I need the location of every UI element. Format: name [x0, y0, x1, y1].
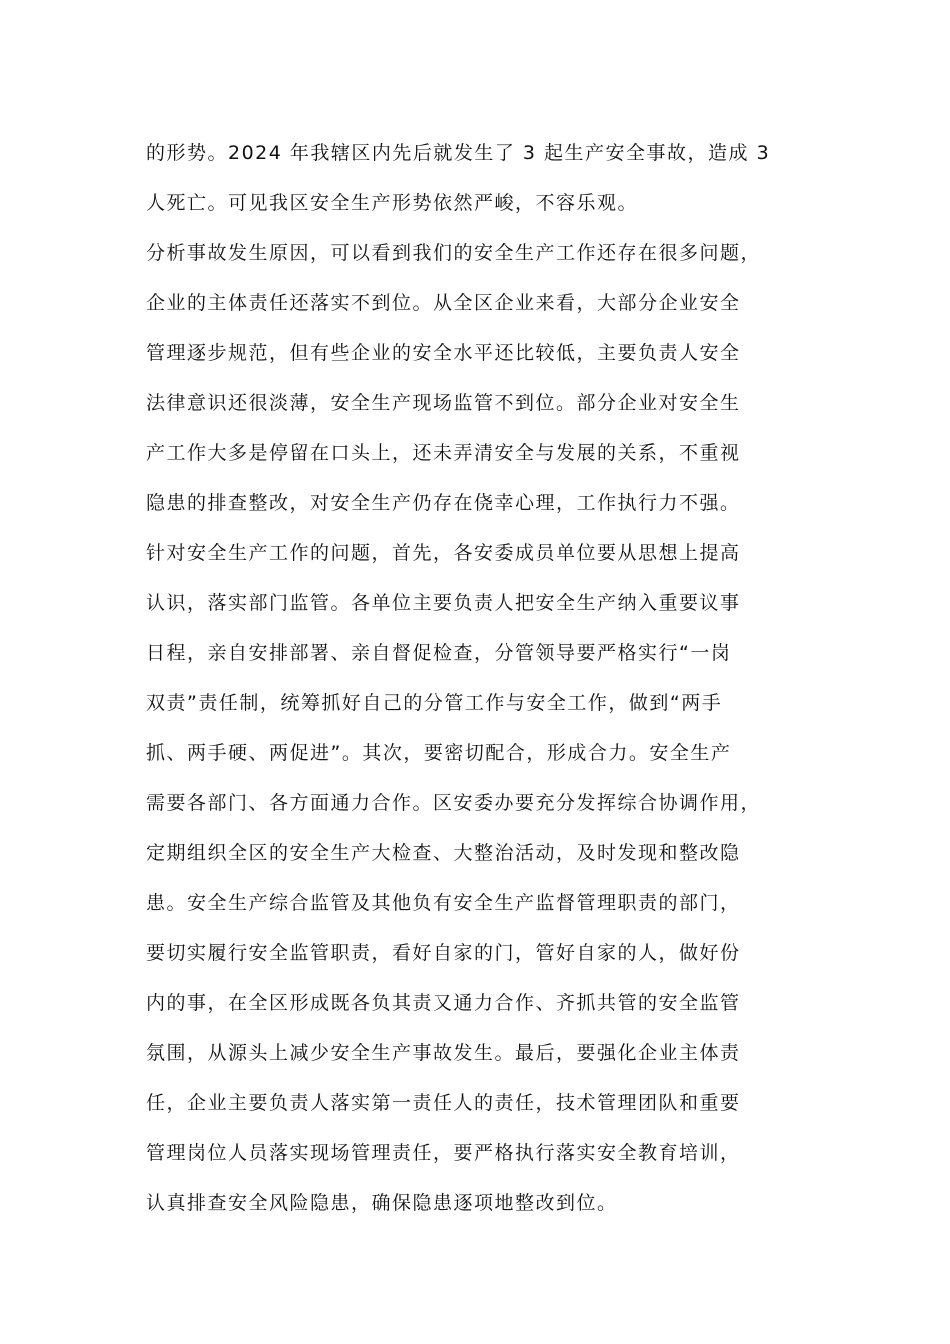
text-line: 认真排查安全风险隐患，确保隐患逐项地整改到位。 [146, 1192, 618, 1214]
text-line: 内的事，在全区形成既各负其责又通力合作、齐抓共管的安全监管 [146, 992, 741, 1014]
text-line: 隐患的排查整改，对安全生产仍存在侥幸心理，工作执行力不强。 [146, 492, 741, 514]
text-line: 管理岗位人员落实现场管理责任，要严格执行落实安全教育培训， [146, 1142, 741, 1164]
text-line: 双责”责任制，统筹抓好自己的分管工作与安全工作，做到“两手 [146, 692, 723, 714]
text-line: 患。安全生产综合监管及其他负有安全生产监督管理职责的部门， [146, 892, 741, 914]
text-line: 分析事故发生原因，可以看到我们的安全生产工作还存在很多问题， [146, 242, 762, 264]
text-line: 法律意识还很淡薄，安全生产现场监管不到位。部分企业对安全生 [146, 392, 741, 414]
text-line: 定期组织全区的安全生产大检查、大整治活动，及时发现和整改隐 [146, 842, 741, 864]
text-line: 的形势。2024 年我辖区内先后就发生了 3 起生产安全事故，造成 3 [146, 142, 771, 164]
document-body [146, 128, 836, 1228]
text-line: 氛围，从源头上减少安全生产事故发生。最后，要强化企业主体责 [146, 1042, 741, 1064]
text-line: 认识，落实部门监管。各单位主要负责人把安全生产纳入重要议事 [146, 592, 741, 614]
text-line: 抓、两手硬、两促进”。其次，要密切配合，形成合力。安全生产 [146, 742, 732, 764]
text-line: 要切实履行安全监管职责，看好自家的门，管好自家的人，做好份 [146, 942, 741, 964]
text-line: 需要各部门、各方面通力合作。区安委办要充分发挥综合协调作用， [146, 792, 762, 814]
text-line: 任，企业主要负责人落实第一责任人的责任，技术管理团队和重要 [146, 1092, 741, 1114]
text-line: 产工作大多是停留在口头上，还未弄清安全与发展的关系，不重视 [146, 442, 741, 464]
text-line: 企业的主体责任还落实不到位。从全区企业来看，大部分企业安全 [146, 292, 741, 314]
text-line: 针对安全生产工作的问题，首先，各安委成员单位要从思想上提高 [146, 542, 741, 564]
text-line: 管理逐步规范，但有些企业的安全水平还比较低，主要负责人安全 [146, 342, 741, 364]
text-line: 日程，亲自安排部署、亲自督促检查，分管领导要严格实行“一岗 [146, 642, 732, 664]
text-line: 人死亡。可见我区安全生产形势依然严峻，不容乐观。 [146, 192, 639, 214]
